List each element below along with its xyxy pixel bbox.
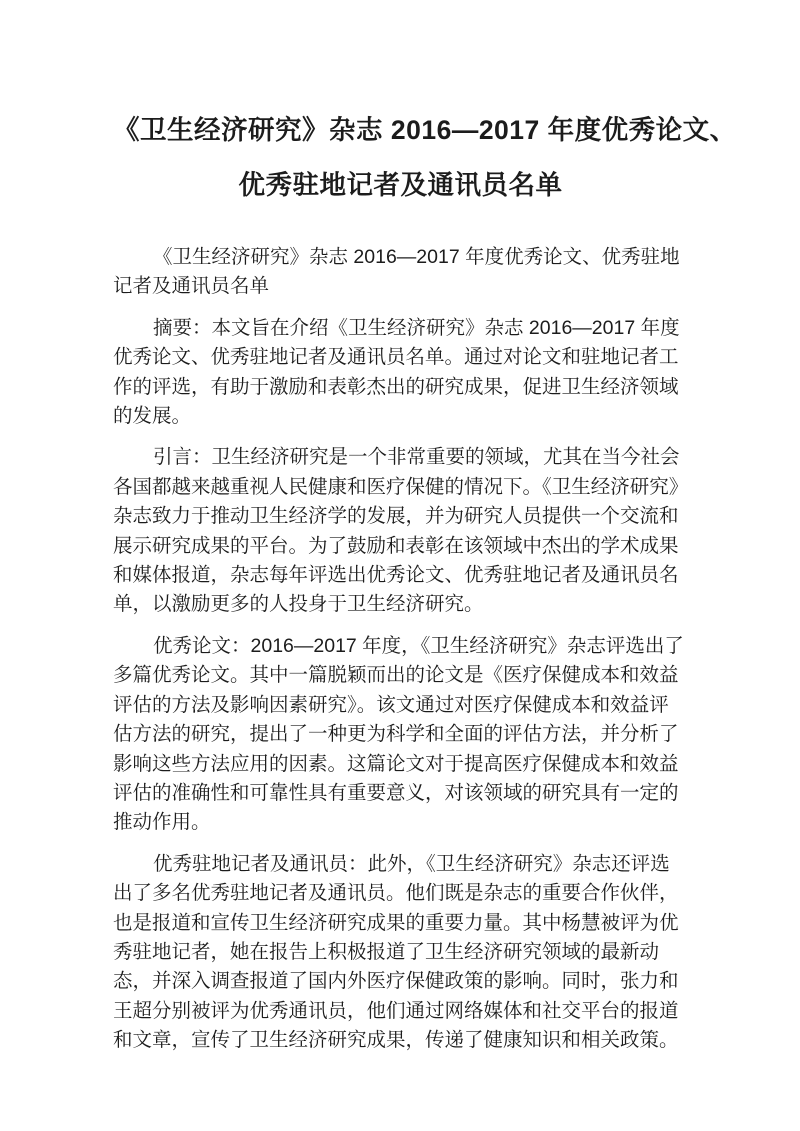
paragraph-introduction: 引言：卫生经济研究是一个非常重要的领域，尤其在当今社会各国都越来越重视人民健康和医疗保健的情况下。《卫生经济研究》杂志致力于推动卫生经济学的发展，并为研究人员提供一个交流和展示研究成果的平台。为了鼓励和表彰在该领域中杰出的学术成果和媒体报道，杂志每年评选出优秀论文、优秀驻地记者及通讯员名单，以激励更多的人投身于卫生经济研究。 — [113, 446, 680, 616]
document-body — [113, 243, 688, 1056]
document-title-line-2: 优秀驻地记者及通讯员名单 — [238, 170, 563, 200]
document-title — [113, 103, 737, 213]
paragraph-abstract: 摘要：本文旨在介绍《卫生经济研究》杂志 2016—2017 年度优秀论文、优秀驻地记者及通讯员名单。通过对论文和驻地记者工作的评选，有助于激励和表彰杰出的研究成果，促进卫生经济领域的发展。 — [113, 316, 680, 428]
paragraph-excellent-papers: 优秀论文：2016—2017 年度，《卫生经济研究》杂志评选出了多篇优秀论文。其中一篇脱颖而出的论文是《医疗保健成本和效益评估的方法及影响因素研究》。该文通过对医疗保健成本和效益评估方法的研究，提出了一种更为科学和全面的评估方法，并分析了影响这些方法应用的因素。这篇论文对于提高医疗保健成本和效益评估的准确性和可靠性具有重要意义，对该领域的研究具有一定的推动作用。 — [113, 634, 684, 834]
paragraph-reporters-correspondents: 优秀驻地记者及通讯员：此外，《卫生经济研究》杂志还评选出了多名优秀驻地记者及通讯员。他们既是杂志的重要合作伙伴，也是报道和宣传卫生经济研究成果的重要力量。其中杨慧被评为优秀驻地记者，她在报告上积极报道了卫生经济研究领域的最新动态，并深入调查报道了国内外医疗保健政策的影响。同时，张力和王超分别被评为优秀通讯员，他们通过网络媒体和社交平台的报道和文章，宣传了卫生经济研究成果，传递了健康知识和相关政策。 — [113, 852, 679, 1052]
paragraph-heading-repeat: 《卫生经济研究》杂志 2016—2017 年度优秀论文、优秀驻地记者及通讯员名单 — [113, 246, 680, 298]
document-title-line-1: 《卫生经济研究》杂志 2016—2017 年度优秀论文、 — [113, 115, 737, 145]
